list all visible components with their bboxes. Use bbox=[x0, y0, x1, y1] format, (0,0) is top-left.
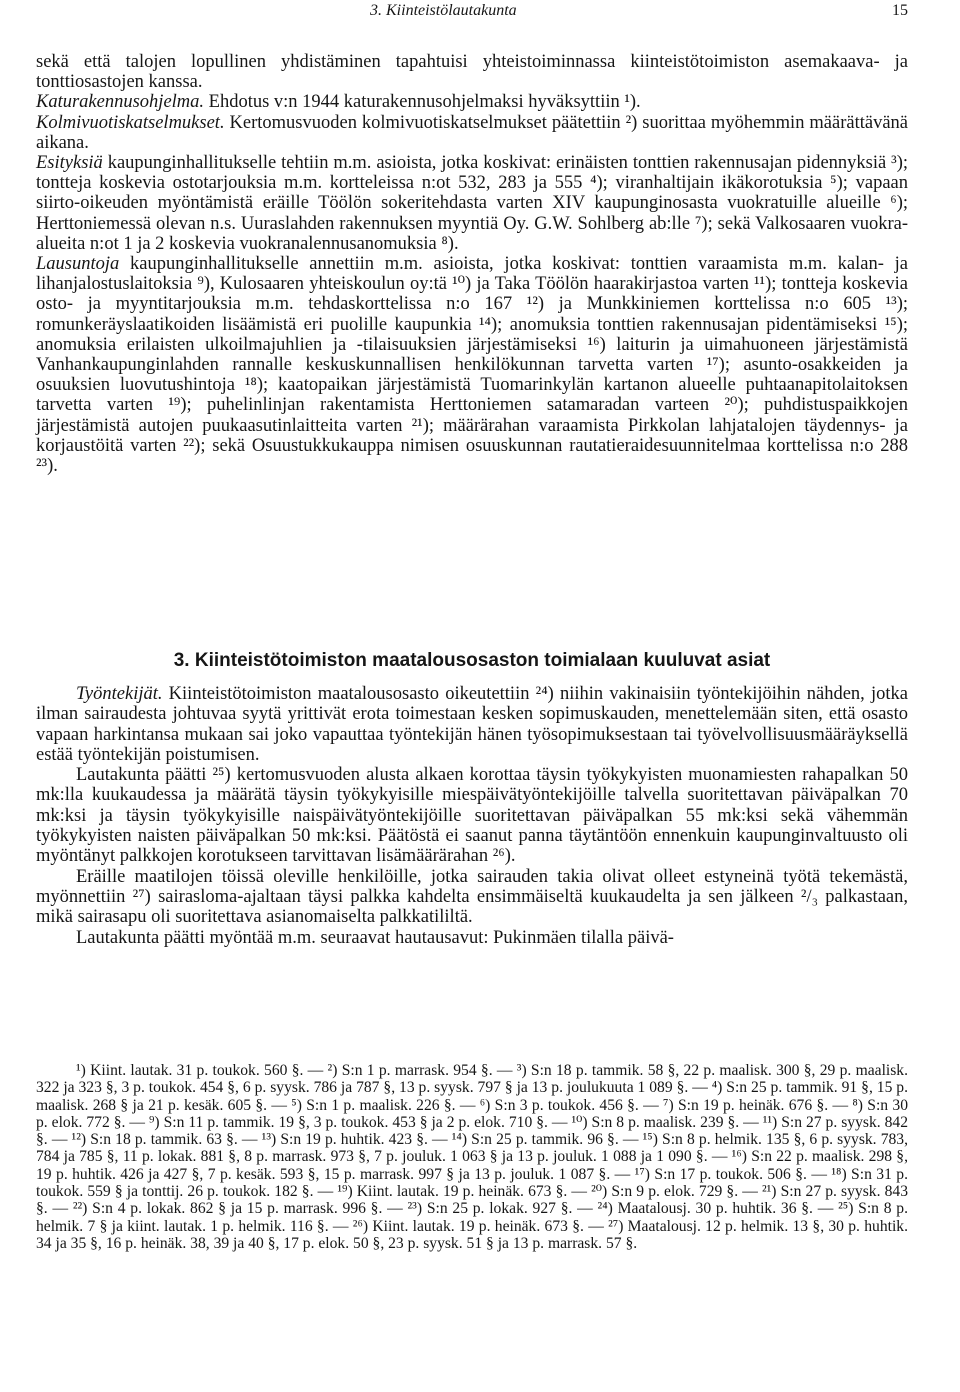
paragraph-lausuntoja: kaupunginhallitukselle annettiin m.m. asioista, jotka koskivat: tonttien varaamista m.m. kalan- ja lihanjalostuslaitoksia ⁹), Kulosaaren yhteiskoulun oy:tä ¹⁰) ja Taka Töölön haarakirjastoa varten ¹¹); tontteja koskevia osto- ja myyntitarjouksia m.m. tehdaskorttelissa n:o 167 ¹²) ja Munkkiniemen korttelissa n:o 605 ¹³); romunkeräyslaatikoiden lisäämistä eri puolille kaupunkia ¹⁴); anomuksia tonttien rakennusajan pidentämiseksi ¹⁵); anomuksia erilaisten ulkoilmajuhlien ja -tilaisuuksien järjestämiseksi ¹⁶) laiturin ja uimahuoneen järjestämistä Vanhankaupunginlahden rannalle keskuskunnallisen henkilökunnan tarvetta varten ¹⁷); asunto-osakkeiden ja osuuksien luovutushintoja ¹⁸); kaatopaikan järjestämistä Tuomarinkylän kartanon alueelle puhtaanapitolaitoksen tarvetta varten ¹⁹); puhelinlinjan rakentamista Herttoniemen satamaradan varteen ²⁰); puhdistuspaikkojen järjestämistä autojen puukaasutinlaitteita varten ²¹); määrärahan varaamista Pirkkolan lahjatalojen täydennys- ja korjaustöitä varten ²²); sekä Osuustukkukauppa nimisen osuuskunnan rautatieraidesuunnitelmaa korttelissa n:o 288 ²³). bbox=[36, 254, 908, 477]
run-in-heading-kolmivuotiskatselmukset: Kolmivuotiskatselmukset. bbox=[36, 112, 225, 133]
paragraph-palkankorotus: Lautakunta päätti ²⁵) kertomusvuoden alusta alkaen korottaa täysin työkykyisten muonamiesten rahapalkan 50 mk:lla kuukaudessa ja määrätä täysin työkykyisille miespäivätyöntekijöille talvella suoritettavan päiväpalkan 70 mk:ksi ja täysin työkykyisille naispäivätyöntekijöille suoritettavan päiväpalkan 55 mk:ksi sekä vähemmän työkykyisten naisten päiväpalkan 50 mk:ksi. Päätöstä ei saanut panna täytäntöön ennenkuin kaupunginvaltuusto oli myöntänyt palkkojen korotukseen tarvittavan lisämäärärahan ²⁶). bbox=[36, 765, 908, 867]
section-heading: 3. Kiinteistötoimiston maatalousosaston toimialaan kuuluvat asiat bbox=[173, 650, 771, 671]
paragraph-continued: sekä että talojen lopullinen yhdistäminen tapahtuisi yhteistoiminnassa kiinteistötoimiston asemakaava- ja tonttiosastojen kanssa. bbox=[36, 52, 908, 93]
paragraph-katurakennusohjelma: Ehdotus v:n 1944 katurakennusohjelmaksi hyväksyttiin ¹). bbox=[204, 92, 641, 113]
footnotes-text: ¹) Kiint. lautak. 31 p. toukok. 560 §. — ²) S:n 1 p. marrask. 954 §. — ³) S:n 18 p. tammik. 58 §, 22 p. maalisk. 300 §, 29 p. maalisk. 322 ja 323 §, 3 p. toukok. 454 §, 6 p. syysk. 786 ja 787 §, 13 p. syysk. 797 § ja 13 p. joulukuuta 1 089 §. — ⁴) S:n 25 p. tammik. 91 §, 15 p. maalisk. 268 § ja 21 p. kesäk. 605 §. — ⁵) S:n 1 p. maalisk. 226 §. — ⁶) S:n 3 p. toukok. 456 §. — ⁷) S:n 19 p. heinäk. 676 §. — ⁸) S:n 30 p. elok. 772 §. — ⁹) S:n 11 p. tammik. 19 §, 3 p. toukok. 453 § ja 2 p. elok. 710 §. — ¹⁰) S:n 8 p. maalisk. 239 §. — ¹¹) S:n 27 p. syysk. 842 §. — ¹²) S:n 18 p. tammik. 63 §. — ¹³) S:n 19 p. huhtik. 423 §. — ¹⁴) S:n 25 p. tammik. 96 §. — ¹⁵) S:n 8 p. helmik. 135 §, 6 p. syysk. 783, 784 ja 785 §, 11 p. lokak. 881 §, 8 p. marrask. 973 §, 7 p. jouluk. 1 063 § ja 13 p. jouluk. 1 088 ja 1 090 §. — ¹⁶) S:n 22 p. maalisk. 298 §, 19 p. huhtik. 426 ja 427 §, 7 p. kesäk. 593 §, 15 p. marrask. 997 § ja 13 p. jouluk. 1 087 §. — ¹⁷) S:n 17 p. toukok. 506 §. — ¹⁸) S:n 31 p. toukok. 559 § ja tonttij. 26 p. toukok. 182 §. — ¹⁹) Kiint. lautak. 19 p. heinäk. 673 §. — ²⁰) S:n 9 p. elok. 729 §. — ²¹) S:n 27 p. syysk. 843 §. — ²²) S:n 4 p. lokak. 862 § ja 15 p. marrask. 996 §. — ²³) S:n 25 p. lokak. 927 §. — ²⁴) Maatalousj. 30 p. huhtik. 36 §. — ²⁵) S:n 8 p. helmik. 7 § ja kiint. lautak. 1 p. helmik. 116 §. — ²⁶) Kiint. lautak. 19 p. heinäk. 673 §. — ²⁷) Maatalousj. 12 p. helmik. 13 §, 30 p. huhtik. 34 ja 35 §, 16 p. heinäk. 38, 39 ja 40 §, 17 p. elok. 50 §, 23 p. syysk. 51 § ja 13 p. marrask. 57 §. bbox=[36, 1062, 908, 1252]
run-in-heading-katurakennusohjelma: Katurakennusohjelma. bbox=[36, 92, 205, 113]
body-text-top bbox=[36, 52, 908, 476]
paragraph-hautausavut: Lautakunta päätti myöntää m.m. seuraavat hautausavut: Pukinmäen tilalla päivä- bbox=[76, 927, 674, 948]
running-title: 3. Kiinteistölautakunta bbox=[370, 2, 517, 19]
body-text-section bbox=[36, 684, 908, 948]
run-in-heading-tyontekijat: Työntekijät. bbox=[76, 684, 163, 704]
paragraph-sairasloma: Eräille maatilojen töissä oleville henkilöille, jotka sairauden takia olivat olleet estyneinä työtä tekemästä, myönnettiin ²⁷) sairasloma-ajaltaan täysi palkka kahdelta ensimmäiseltä kuukaudelta ja sen jälkeen ²/₃ palkastaan, mikä sairasapu oli suoritettava asianomaiselta palkkatililtä. bbox=[36, 866, 908, 928]
paragraph-tyontekijat bbox=[36, 684, 908, 765]
paragraph-kolmivuotiskatselmukset: Kertomusvuoden kolmivuotiskatselmukset päätettiin ²) suorittaa myöhemmin määrättävänä aikana. bbox=[36, 112, 908, 153]
run-in-heading-lausuntoja: Lausuntoja bbox=[36, 254, 120, 275]
footnotes bbox=[36, 1062, 908, 1252]
run-in-heading-esityksia: Esityksiä bbox=[36, 153, 103, 174]
page-header bbox=[36, 2, 908, 26]
paragraph-tyontekijat-text: Kiinteistötoimiston maatalousosasto oikeutettiin ²⁴) niihin vakinaisiin työntekijöihin nähden, jotka ilman sairaudesta johtuvaa syytä yrittivät erota toimestaan kesken sopimuskauden, menettelemään siten, että osasto vapaan harkintansa mukaan sai joko vapauttaa työntekijän hänen työsopimuksestaan tai työvelvollisuusmääräyksellä estää työntekijän poistumisen. bbox=[36, 684, 908, 765]
paragraph-esityksia: kaupunginhallitukselle tehtiin m.m. asioista, jotka koskivat: erinäisten tonttien rakennusajan pidennyksiä ³); tontteja koskevia ostotarjouksia m.m. kortteleissa n:ot 532, 283 ja 555 ⁴); viranhaltijain ikäkorotuksia ⁵); vapaan siirto-oikeuden myöntämistä eräille Töölön sokeritehdasta varten XIV kaupunginosasta vuokratuille alueille ⁶); Herttoniemessä olevan n.s. Uuraslahden rakennuksen myyntiä Oy. G.W. Sohlberg ab:lle ⁷); sekä Valkosaaren vuokra-alueita n:ot 1 ja 2 koskevia vuokranalennusanomuksia ⁸). bbox=[36, 153, 908, 254]
page-number: 15 bbox=[892, 2, 908, 19]
